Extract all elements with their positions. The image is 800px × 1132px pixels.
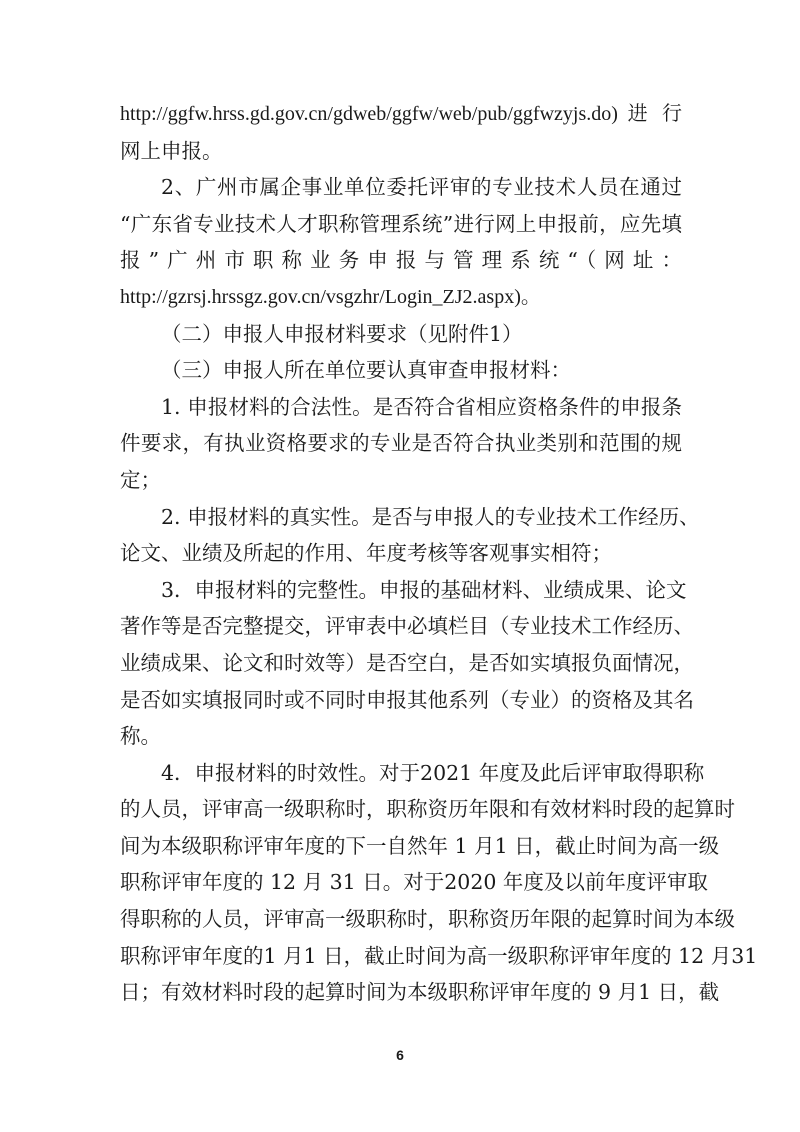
text-line: “广东省专业技术人才职称管理系统”进行网上申报前，应先填 [120,211,682,236]
text-line: 定； [120,467,161,492]
text-line: 网上申报。 [120,138,223,163]
text-line: 1. 申报材料的合法性。是否符合省相应资格条件的申报条 [161,394,682,419]
text-line: 职称评审年度的 12 月 31 日。对于2020 年度及以前年度评审取 [120,870,708,895]
text-line: 2、广州市属企事业单位委托评审的专业技术人员在通过 [161,175,682,200]
section-heading: （二）申报人申报材料要求（见附件1） [161,321,523,346]
page-number: 6 [396,1047,404,1063]
section-heading: （三）申报人所在单位要认真审查申报材料： [161,358,571,383]
text-line: http://gzrsj.hrssgz.gov.cn/vsgzhr/Login_ZJ2.aspx)。 [120,285,541,308]
text-line: http://ggfw.hrss.gd.gov.cn/gdweb/ggfw/web/pub/ggfwzyjs.do) 进 行 [120,103,682,125]
text-line: 得职称的人员，评审高一级职称时，职称资历年限的起算时间为本级 [120,907,735,932]
text-line: 的人员，评审高一级职称时，职称资历年限和有效材料时段的起算时 [120,797,735,822]
text-line: 职称评审年度的1 月1 日，截止时间为高一级职称评审年度的 12 月31 [120,943,758,968]
text-line: 件要求，有执业资格要求的专业是否符合执业类别和范围的规 [120,431,682,456]
text-line: 4．申报材料的时效性。对于2021 年度及此后评审取得职称 [161,760,705,785]
text-line: 2. 申报材料的真实性。是否与申报人的专业技术工作经历、 [161,504,700,529]
text-line: 日；有效材料时段的起算时间为本级职称评审年度的 9 月1 日，截 [120,980,720,1005]
text-line: 著作等是否完整提交，评审表中必填栏目（专业技术工作经历、 [120,614,694,639]
text-line: 论文、业绩及所起的作用、年度考核等客观事实相符； [120,541,612,566]
text-line: 业绩成果、论文和时效等）是否空白，是否如实填报负面情况， [120,650,694,675]
text-line: 报”广州市职称业务申报与管理系统“（网址： [120,248,682,273]
text-line: 3．申报材料的完整性。申报的基础材料、业绩成果、论文 [161,577,687,602]
text-line: 称。 [120,724,161,749]
text-line: 间为本级职称评审年度的下一自然年 1 月1 日，截止时间为高一级 [120,833,720,858]
text-line: 是否如实填报同时或不同时申报其他系列（专业）的资格及其名 [120,687,694,712]
